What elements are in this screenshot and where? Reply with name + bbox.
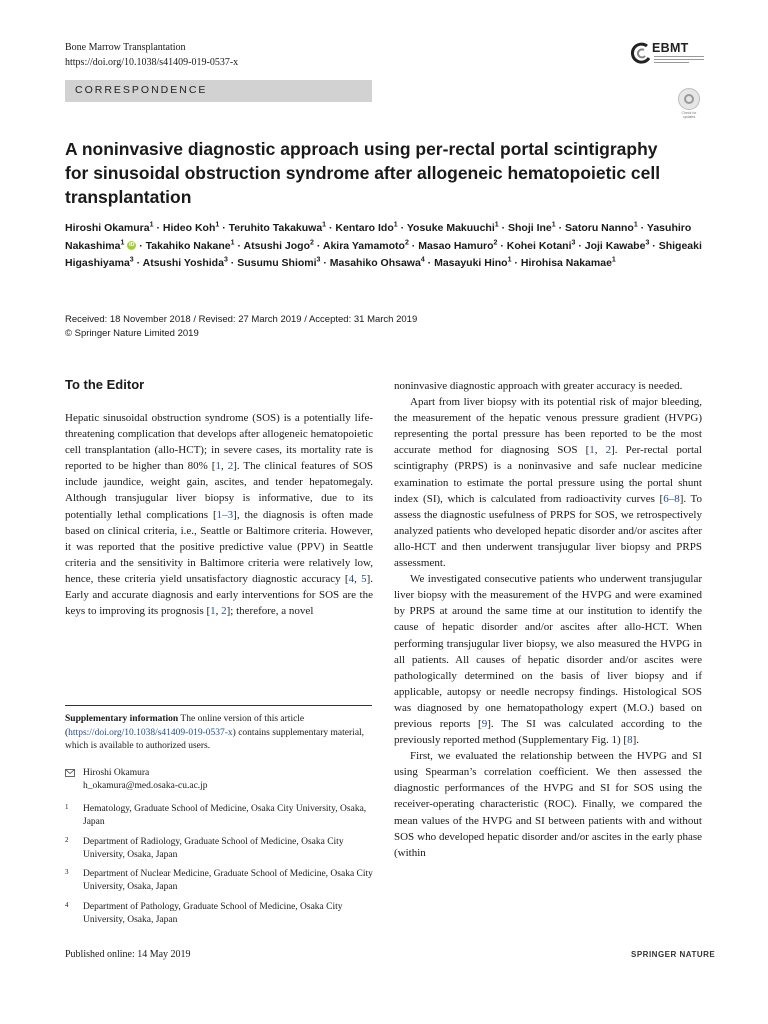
author-affiliation-mark: 1 xyxy=(120,239,125,246)
author-name[interactable]: Masahiko Ohsawa xyxy=(329,257,421,269)
ebmt-logo xyxy=(630,40,710,68)
author-name[interactable]: Yasuhiro Nakashima xyxy=(65,222,692,252)
corresponding-email[interactable]: h_okamura@med.osaka-cu.ac.jp xyxy=(83,781,208,791)
body-text: ]. To assess the diagnostic usefulness of PRPS for SOS, we retrospectively analyzed patients who developed hepatic disorder and/or ascites after allo-HCT and then underwent transjugular liver biopsy and PRPS assessment. xyxy=(394,492,702,570)
affiliation-number: 3 xyxy=(65,868,69,876)
author-name[interactable]: Shigeaki Higashiyama xyxy=(65,239,702,269)
body-text: Hepatic sinusoidal obstruction syndrome (SOS) is a potentially life-threatening complication that develops after allogeneic hematopoietic cell transplantation (allo-HCT); in severe cases, its mortality rate is reported to be higher than 80% [ xyxy=(65,412,373,473)
author-affiliation-mark: 3 xyxy=(645,239,650,246)
doi-link[interactable]: https://doi.org/10.1038/s41409-019-0537-x xyxy=(65,57,239,68)
history-dates: Received: 18 November 2018 / Revised: 27 March 2019 / Accepted: 31 March 2019 xyxy=(65,314,418,325)
author-affiliation-mark: 1 xyxy=(633,221,638,229)
citation-link[interactable]: 2 xyxy=(605,444,612,457)
left-column xyxy=(65,410,373,619)
supplementary-note xyxy=(65,713,373,754)
author-name[interactable]: Hideo Koh xyxy=(162,222,216,234)
author-affiliation-mark: 1 xyxy=(322,221,327,229)
author-name[interactable]: Satoru Nanno xyxy=(565,222,634,234)
citation-link[interactable]: 1 xyxy=(215,460,221,473)
logo-text: EBMT xyxy=(652,41,689,55)
author-affiliation-mark: 2 xyxy=(404,239,409,246)
citation-link[interactable]: 1–3 xyxy=(216,508,234,521)
author-name[interactable]: Atsushi Jogo xyxy=(243,239,311,252)
section-label: CORRESPONDENCE xyxy=(75,84,208,96)
copyright: © Springer Nature Limited 2019 xyxy=(65,328,199,339)
citation-link[interactable]: 5 xyxy=(361,572,367,585)
affiliation-text: Department of Pathology, Graduate School of Medicine, Osaka City University, Osaka, Japan xyxy=(83,902,343,925)
body-text: , xyxy=(215,605,222,618)
body-text: Apart from liver biopsy with its potential risk of major bleeding, the measurement of the hepatic venous pressure gradient (HVPG) representing the portal pressure has been reported to be the most accurate method for diagnosing SOS [ xyxy=(394,396,702,457)
citation-link[interactable]: 6–8 xyxy=(663,492,680,505)
logo-tagline xyxy=(654,56,704,62)
author-affiliation-mark: 2 xyxy=(493,239,498,246)
author-affiliation-mark: 1 xyxy=(149,221,154,229)
author-affiliation-mark: 1 xyxy=(230,239,235,246)
supplementary-label: Supplementary information xyxy=(65,714,179,724)
body-text: ]. The SI was calculated according to the previously reported method (Supplementary Fig. 1) [ xyxy=(394,717,702,747)
body-paragraph xyxy=(394,748,702,861)
published-date: Published online: 14 May 2019 xyxy=(65,949,191,960)
corresponding-author: Hiroshi Okamura xyxy=(83,768,150,778)
body-text: ], the diagnosis is often made based on clinical criteria, i.e., Seattle or Baltimore criteria. However, it was reported that the positive predictive value (PPV) in Seattle criteria and the sensitivity in Baltimore criteria were relatively low, hence, these criteria yield unsatisfactory diagnostic accuracy [ xyxy=(65,508,373,585)
citation-link[interactable]: 1 xyxy=(210,605,216,618)
body-text: ]. xyxy=(632,734,640,747)
affiliation-number: 1 xyxy=(65,803,69,811)
crossmark-icon xyxy=(678,88,700,110)
citation-link[interactable]: 2 xyxy=(221,605,227,618)
body-text: , xyxy=(354,572,362,585)
author-affiliation-mark: 3 xyxy=(129,256,134,264)
intro-paragraph xyxy=(65,410,373,619)
citation-link[interactable]: 1 xyxy=(589,444,595,457)
author-affiliation-mark: 1 xyxy=(393,221,398,229)
author-name[interactable]: Susumu Shiomi xyxy=(237,257,317,269)
citation-link[interactable]: 9 xyxy=(481,717,488,730)
footnote-divider xyxy=(65,705,372,706)
author-list: Hiroshi Okamura$^1$ · Hideo Koh$^1$ · Teruhito Takakuwa$^1$ · Kentaro Ido$^1$ · Yosuke Makuuchi$^1$ · Shoji Ine$^1$ · Satoru Nanno$^1$ · Yasuhiro Nakashima$^1$ iD · Takahiko Nakane$^1$ · Atsushi Jogo$^2$ · Akira Yamamoto$^2$ · Masao Hamuro$^2$ · Kohei Kotani$^3$ · Joji Kawabe$^3$ · Shigeaki Higashiyama$^3$ · Atsushi Yoshida$^3$ · Susumu Shiomi$^3$ · Masahiko Ohsawa$^4$ · Masayuki Hino$^1$ · Hirohisa Nakamae$^1$ xyxy=(65,221,702,269)
author-name[interactable]: Akira Yamamoto xyxy=(322,239,405,252)
section-heading: To the Editor xyxy=(65,377,145,392)
citation-link[interactable]: 8 xyxy=(627,734,633,747)
author-affiliation-mark: 3 xyxy=(223,256,228,264)
right-column xyxy=(394,378,702,861)
body-text: , xyxy=(220,460,228,473)
author-affiliation-mark: 1 xyxy=(551,221,556,229)
affiliation-text: Department of Nuclear Medicine, Graduate School of Medicine, Osaka City University, Osaka, Japan xyxy=(83,869,373,892)
supplementary-link[interactable]: https://doi.org/10.1038/s41409-019-0537-x xyxy=(68,727,233,738)
supplementary-text-after: ) contains supplementary material, which is available to authorized users. xyxy=(65,727,365,751)
article-title: A noninvasive diagnostic approach using per-rectal portal scintigraphy for sinusoidal obstruction syndrome after allogeneic hematopoietic cell transplantation xyxy=(65,139,661,207)
author-name[interactable]: Takahiko Nakane xyxy=(145,239,231,252)
body-text: ]. Early and accurate diagnosis and early interventions for SOS are the keys to improving its prognosis [ xyxy=(65,572,374,618)
supplementary-text-before: The online version of this article ( xyxy=(65,714,305,738)
body-text: We investigated consecutive patients who underwent transjugular liver biopsy with the measurement of the HVPG and were examined by PRPS at around the same time at our institution to identify the cause of hepatic disorder and/or ascites after allo-HCT. When performing transjugular liver biopsy, we also measured the HVPG in all patients. All causes of hepatic disorder and/or ascites were pathologically determined on the basis of liver biopsy and if applicable, autopsy or needle necropsy findings. Histological SOS was diagnosed by one hematopathology expert (M.O.) based on previous reports [ xyxy=(394,573,702,730)
body-text: noninvasive diagnostic approach with greater accuracy is needed. xyxy=(394,380,683,392)
author-name[interactable]: Kohei Kotani xyxy=(506,239,572,252)
author-name[interactable]: Hiroshi Okamura xyxy=(65,222,150,234)
crossmark-caption: Check for updates xyxy=(681,111,697,119)
author-affiliation-mark: 1 xyxy=(507,256,512,264)
affiliation-text: Hematology, Graduate School of Medicine, Osaka City University, Osaka, Japan xyxy=(83,804,367,827)
author-affiliation-mark: 1 xyxy=(494,221,499,229)
body-text: ]; therefore, a novel xyxy=(226,605,314,618)
article-dates xyxy=(65,313,417,341)
author-affiliation-mark: 1 xyxy=(611,256,616,264)
body-text: First, we evaluated the relationship between the HVPG and SI using Spearman’s correlation coefficient. We then assessed the diagnostic performances of the HVPG and SI for SOS using the receiver-operating characteristic (ROC). Finally, we compared the mean values of the HVPG and SI between patients with and without SOS who developed hepatic disorder and/or ascites in the early phase (within xyxy=(394,750,702,859)
author-name[interactable]: Yosuke Makuuchi xyxy=(406,222,495,234)
affiliation-text: Department of Radiology, Graduate School of Medicine, Osaka City University, Osaka, Japan xyxy=(83,837,344,860)
author-name[interactable]: Masao Hamuro xyxy=(418,239,494,252)
body-text: ]. Per-rectal portal scintigraphy (PRPS) is a noninvasive and safe nuclear medicine examination to estimate the portal pressure using the portal shunt index (SI), which is calculated from radioactivity curves [ xyxy=(394,444,702,505)
citation-link[interactable]: 2 xyxy=(227,460,234,473)
ebmt-swirl-icon xyxy=(630,42,652,64)
citation-link[interactable]: 4 xyxy=(348,572,355,585)
author-name[interactable]: Teruhito Takakuwa xyxy=(228,222,323,234)
envelope-icon xyxy=(65,769,75,777)
author-name[interactable]: Kentaro Ido xyxy=(335,222,394,234)
author-affiliation-mark: 2 xyxy=(310,239,314,246)
author-name[interactable]: Hirohisa Nakamae xyxy=(520,257,612,269)
body-text: , xyxy=(594,444,606,457)
author-affiliation-mark: 3 xyxy=(571,239,576,246)
journal-name: Bone Marrow Transplantation xyxy=(65,42,186,53)
author-name[interactable]: Masayuki Hino xyxy=(434,257,508,269)
body-text: ]. The clinical features of SOS include jaundice, weight gain, ascites, and tender hepatomegaly. Although transjugular liver biopsy is informative, due to its potentially lethal complications [ xyxy=(65,460,374,521)
orcid-icon[interactable]: iD xyxy=(129,242,135,249)
check-for-updates-badge[interactable] xyxy=(676,88,702,121)
author-name[interactable]: Shoji Ine xyxy=(508,222,552,234)
body-paragraph xyxy=(394,378,702,394)
author-name[interactable]: Atsushi Yoshida xyxy=(142,257,224,269)
springer-nature-logo: SPRINGER NATURE xyxy=(631,950,716,959)
affiliation-number: 4 xyxy=(65,901,69,909)
section-banner xyxy=(65,80,372,102)
author-affiliation-mark: 4 xyxy=(420,256,425,264)
author-affiliation-mark: 3 xyxy=(316,256,321,264)
journal-header xyxy=(65,40,238,70)
body-paragraph xyxy=(394,571,702,748)
body-paragraph xyxy=(394,394,702,571)
author-name[interactable]: Joji Kawabe xyxy=(584,239,646,252)
affiliation-number: 2 xyxy=(65,836,69,844)
author-affiliation-mark: 1 xyxy=(215,221,220,229)
